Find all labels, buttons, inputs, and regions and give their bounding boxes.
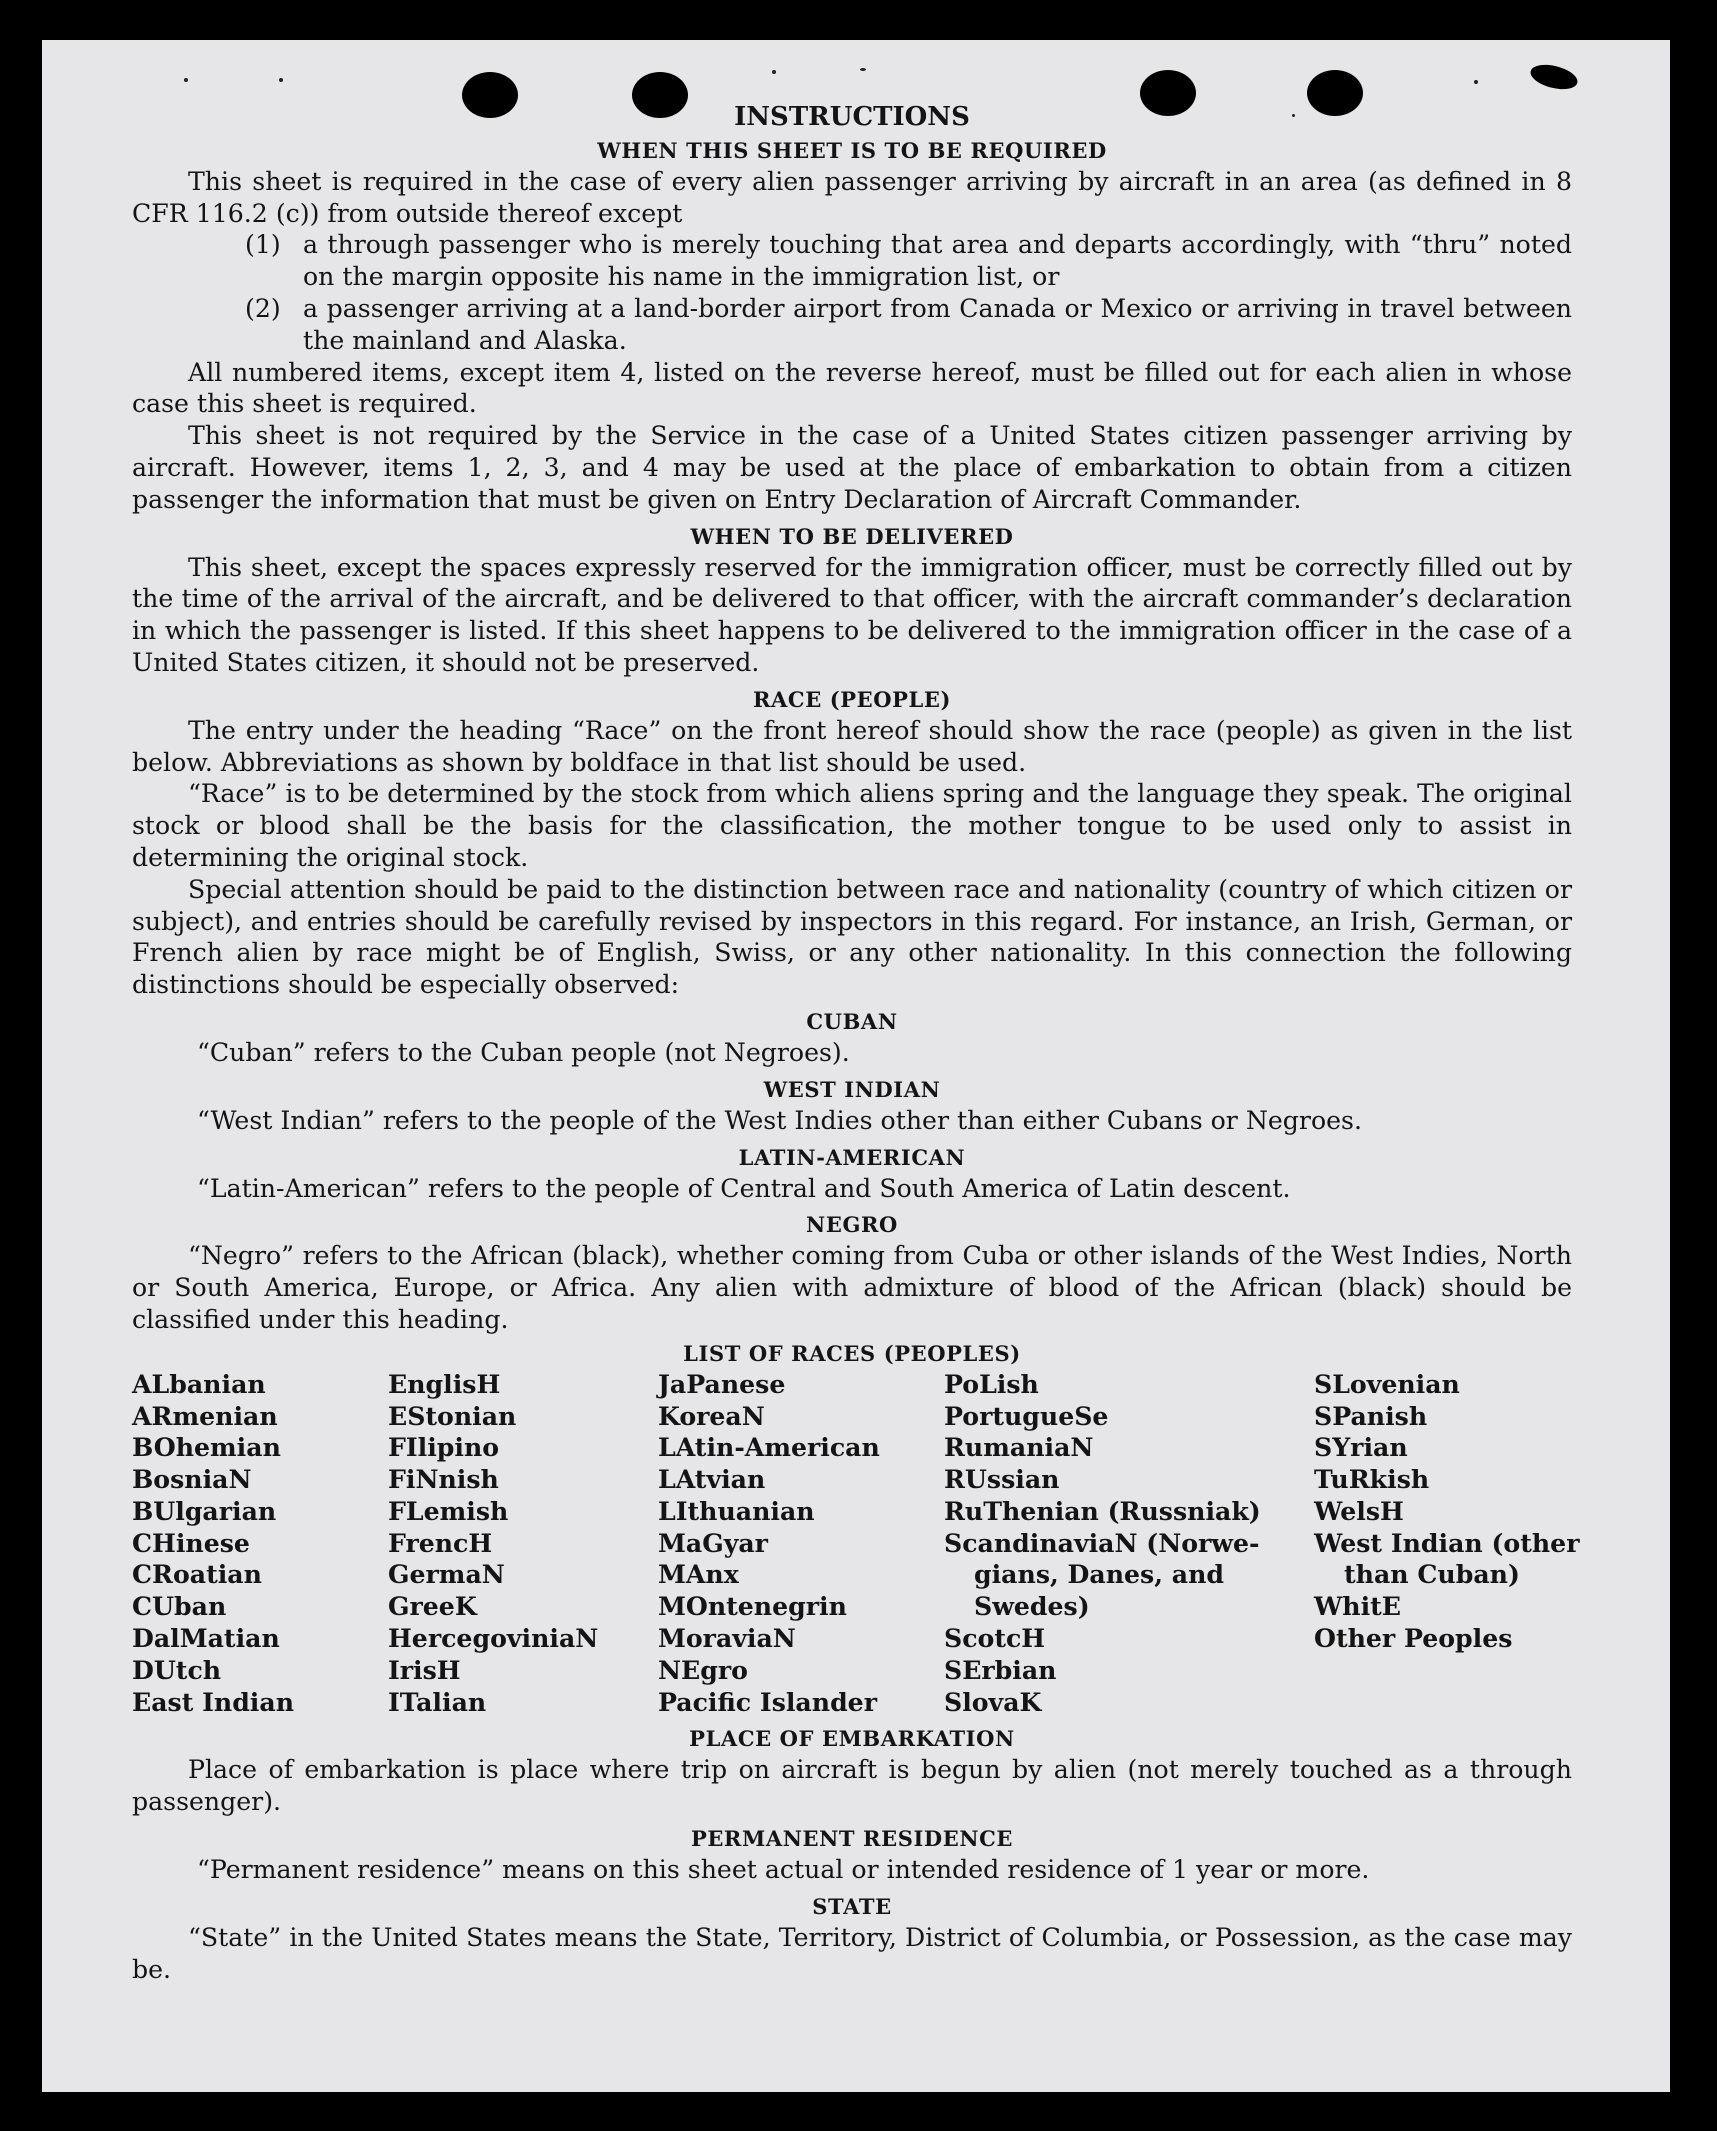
race-entry: SErbian — [944, 1654, 1057, 1685]
race-entry: PortugueSe — [944, 1400, 1109, 1431]
paragraph: The entry under the heading “Race” on the front hereof should show the race (people) as given in the list below. Abbreviations as shown by boldface in that list should be used. — [132, 715, 1572, 777]
paragraph: “Race” is to be determined by the stock from which aliens spring and the language they speak. The original stock or blood shall be the basis for the classification, the mother tongue to be used only to assist in determining the original stock. — [132, 779, 1572, 872]
paragraph: Special attention should be paid to the distinction between race and nationality (country of which citizen or subject), and entries should be carefully revised by inspectors in this regard. For instance, an Irish, German, or French alien by race might be of English, Swiss, or any other nationality. In this connection the following distinctions should be especially observed: — [132, 874, 1572, 1000]
paragraph: Place of embarkation is place where trip on aircraft is begun by alien (not merely touched as a through passenger). — [132, 1755, 1572, 1817]
race-entry: JaPanese — [658, 1368, 786, 1399]
paragraph: “Permanent residence” means on this sheet actual or intended residence of 1 year or more. — [197, 1855, 1370, 1885]
race-entry: NEgro — [658, 1654, 748, 1685]
race-entry: SlovaK — [944, 1686, 1042, 1717]
race-entry: CHinese — [132, 1527, 250, 1558]
subsection-heading: WEST INDIAN — [763, 1076, 941, 1102]
speck — [1474, 80, 1478, 84]
races-table — [132, 1368, 1580, 1719]
race-entry: FrencH — [388, 1527, 493, 1558]
list-item — [132, 229, 1572, 293]
item-text: a passenger arriving at a land-border airport from Canada or Mexico or arriving in travel between the mainland and Alaska. — [303, 293, 1572, 355]
race-entry: GermaN — [388, 1559, 505, 1590]
section-heading: WHEN TO BE DELIVERED — [690, 523, 1014, 549]
paragraph: “West Indian” refers to the people of the West Indies other than either Cubans or Negroes. — [197, 1105, 1362, 1135]
race-entry: FIlipino — [388, 1432, 500, 1463]
race-entry: ARmenian — [132, 1400, 278, 1431]
race-entry: ScotcH — [944, 1623, 1046, 1654]
list-item — [132, 293, 1572, 357]
race-entry: WelsH — [1314, 1495, 1404, 1526]
race-entry: East Indian — [132, 1686, 295, 1717]
speck — [860, 68, 866, 71]
item-number: (2) — [245, 293, 281, 323]
race-entry: SPanish — [1314, 1400, 1428, 1431]
race-entry: ITalian — [388, 1686, 487, 1717]
races-column — [944, 1369, 1314, 1719]
race-entry: than Cuban) — [1344, 1559, 1520, 1590]
race-entry: ScandinaviaN (Norwe- — [944, 1527, 1260, 1558]
page-title: INSTRUCTIONS — [734, 102, 970, 132]
race-entry: SYrian — [1314, 1432, 1408, 1463]
race-entry: MAnx — [658, 1559, 739, 1590]
race-entry: HercegoviniaN — [388, 1623, 599, 1654]
race-entry: PoLish — [944, 1368, 1039, 1399]
section-heading: STATE — [812, 1893, 892, 1919]
race-entry: EnglisH — [388, 1368, 501, 1399]
race-entry: TuRkish — [1314, 1464, 1430, 1495]
race-entry: MoraviaN — [658, 1623, 796, 1654]
speck — [279, 78, 283, 82]
speck — [184, 78, 188, 82]
race-entry: LIthuanian — [658, 1495, 815, 1526]
race-entry: RumaniaN — [944, 1432, 1094, 1463]
race-entry: gians, Danes, and — [974, 1559, 1224, 1590]
race-entry: FiNnish — [388, 1464, 499, 1495]
race-entry: EStonian — [388, 1400, 517, 1431]
race-entry: BOhemian — [132, 1432, 281, 1463]
section-heading: RACE (PEOPLE) — [752, 686, 952, 712]
race-entry: MaGyar — [658, 1527, 768, 1558]
item-text: a through passenger who is merely touching that area and departs accordingly, with “thru” noted on the margin opposite his name in the immigration list, or — [303, 230, 1572, 292]
race-entry: DUtch — [132, 1654, 222, 1685]
race-entry: CRoatian — [132, 1559, 262, 1590]
race-entry: KoreaN — [658, 1400, 765, 1431]
paragraph: “Latin-American” refers to the people of Central and South America of Latin descent. — [197, 1173, 1291, 1203]
paragraph: “Cuban” refers to the Cuban people (not Negroes). — [197, 1037, 850, 1067]
paragraph: This sheet is not required by the Service in the case of a United States citizen passenger arriving by aircraft. However, items 1, 2, 3, and 4 may be used at the place of embarkation to obtain from a citizen passenger the information that must be given on Entry Declaration of Aircraft Commander. — [132, 421, 1572, 514]
paragraph: “State” in the United States means the State, Territory, District of Columbia, or Possession, as the case may be. — [132, 1922, 1572, 1984]
race-entry: LAtin-American — [658, 1432, 880, 1463]
race-entry: Other Peoples — [1314, 1623, 1513, 1654]
race-entry: DalMatian — [132, 1623, 280, 1654]
races-column — [132, 1369, 388, 1719]
instructions-body — [132, 102, 1580, 1985]
race-entry: RUssian — [944, 1464, 1060, 1495]
race-entry: RuThenian (Russniak) — [944, 1495, 1261, 1526]
subsection-heading: LATIN-AMERICAN — [738, 1144, 966, 1170]
race-entry: FLemish — [388, 1495, 509, 1526]
race-entry: WhitE — [1314, 1591, 1402, 1622]
subsection-heading: NEGRO — [806, 1212, 898, 1238]
subsection-heading: CUBAN — [806, 1008, 898, 1034]
race-entry: BUlgarian — [132, 1495, 277, 1526]
speck — [772, 70, 776, 74]
section-heading: PERMANENT RESIDENCE — [690, 1826, 1014, 1852]
races-column — [658, 1369, 944, 1719]
race-entry: GreeK — [388, 1591, 477, 1622]
section-heading: WHEN THIS SHEET IS TO BE REQUIRED — [597, 137, 1107, 163]
section-heading: PLACE OF EMBARKATION — [689, 1726, 1015, 1752]
punch-hole-torn — [1528, 61, 1580, 94]
race-entry: BosniaN — [132, 1464, 252, 1495]
race-entry: LAtvian — [658, 1464, 766, 1495]
race-entry: IrisH — [388, 1654, 461, 1685]
races-column — [1314, 1368, 1580, 1719]
race-entry: CUban — [132, 1591, 227, 1622]
race-entry: MOntenegrin — [658, 1591, 847, 1622]
race-entry: Swedes) — [974, 1591, 1090, 1622]
race-entry: SLovenian — [1314, 1368, 1460, 1399]
race-entry: ALbanian — [132, 1368, 266, 1399]
paragraph: This sheet, except the spaces expressly reserved for the immigration officer, must be correctly filled out by the time of the arrival of the aircraft, and be delivered to that officer, with the aircraft commander’s declaration in which the passenger is listed. If this sheet happens to be delivered to the immigration officer in the case of a United States citizen, it should not be preserved. — [132, 552, 1572, 677]
race-entry: West Indian (other — [1314, 1527, 1580, 1558]
paragraph: “Negro” refers to the African (black), whether coming from Cuba or other islands of the West Indies, North or South America, Europe, or Africa. Any alien with admixture of blood of the African (black) should be classified under this heading. — [132, 1241, 1572, 1334]
races-list-heading: LIST OF RACES (PEOPLES) — [683, 1340, 1021, 1366]
document-page — [42, 40, 1670, 2092]
paragraph: This sheet is required in the case of every alien passenger arriving by aircraft in an area (as defined in 8 CFR 116.2 (c)) from outside thereof except — [132, 166, 1572, 228]
race-entry: Pacific Islander — [658, 1686, 877, 1717]
item-number: (1) — [245, 230, 281, 260]
races-column — [388, 1369, 658, 1719]
paragraph: All numbered items, except item 4, listed on the reverse hereof, must be filled out for each alien in whose case this sheet is required. — [132, 357, 1572, 419]
